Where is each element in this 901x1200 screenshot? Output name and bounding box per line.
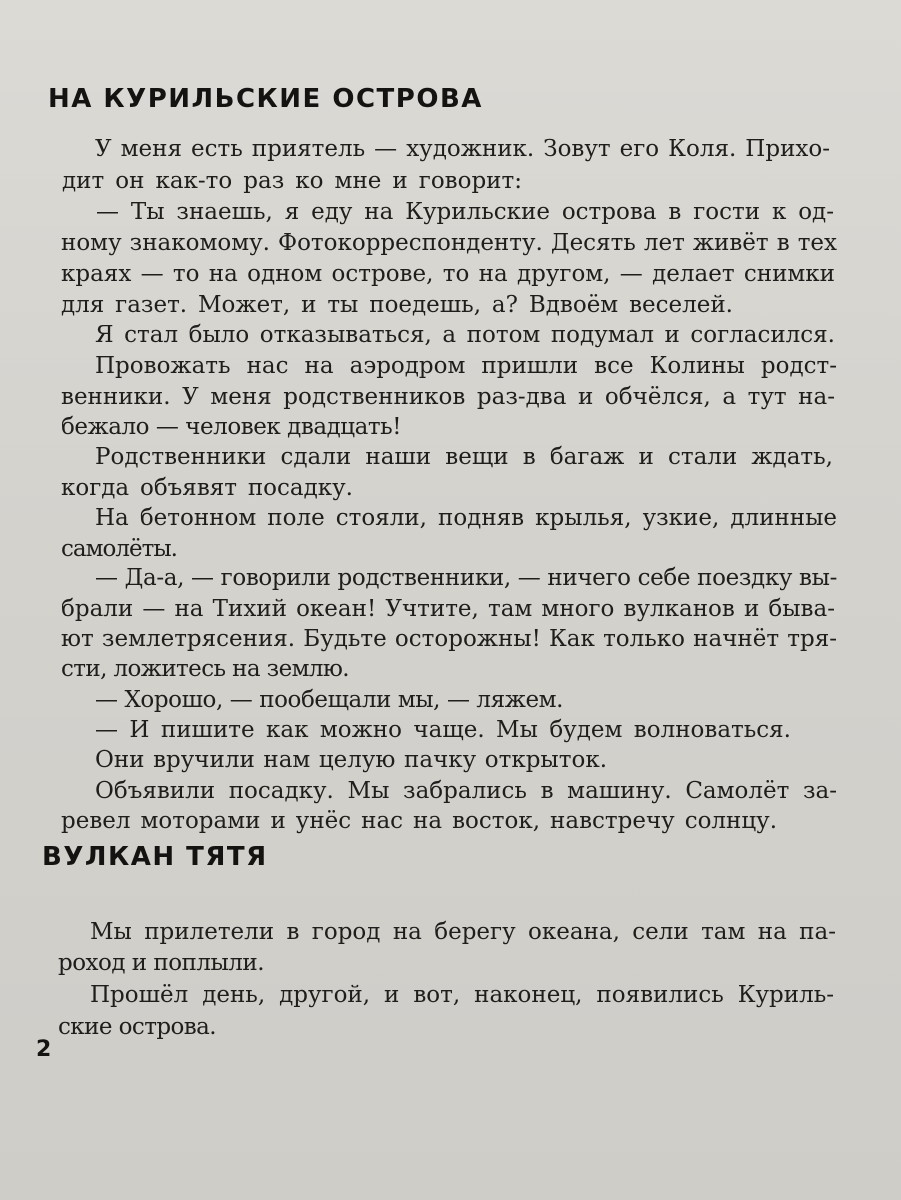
text-line: краях — то на одном острове, то на другом, — делает снимки xyxy=(61,261,835,287)
text-line: — Да-а, — говорили родственники, — ничего себе поездку вы- xyxy=(95,565,837,591)
text-line: когда объявят посадку. xyxy=(61,475,353,501)
text-line: Я стал было отказываться, а потом подумал и согласился. xyxy=(95,322,835,348)
page-number: 2 xyxy=(36,1037,52,1062)
text-line: Мы прилетели в город на берегу океана, сели там на па- xyxy=(90,919,836,945)
section-heading-kuril-islands: НА КУРИЛЬСКИЕ ОСТРОВА xyxy=(48,84,483,114)
text-line: бежало — человек двадцать! xyxy=(61,414,401,440)
text-line: Объявили посадку. Мы забрались в машину. Самолёт за- xyxy=(95,778,837,804)
text-line: ному знакомому. Фотокорреспонденту. Десять лет живёт в тех xyxy=(61,230,837,256)
text-line: брали — на Тихий океан! Учтите, там много вулканов и быва- xyxy=(61,596,835,622)
text-line: — Хорошо, — пообещали мы, — ляжем. xyxy=(95,687,563,713)
text-line: роход и поплыли. xyxy=(58,950,264,976)
text-line: ревел моторами и унёс нас на восток, навстречу солнцу. xyxy=(61,808,777,834)
section-heading-volcano: ВУЛКАН ТЯТЯ xyxy=(42,842,268,872)
text-line: ские острова. xyxy=(58,1014,216,1040)
text-line: Родственники сдали наши вещи в багаж и стали ждать, xyxy=(95,444,833,470)
text-line: дит он как-то раз ко мне и говорит: xyxy=(62,168,522,194)
text-line: Прошёл день, другой, и вот, наконец, появились Куриль- xyxy=(90,982,834,1008)
text-line: — И пишите как можно чаще. Мы будем волноваться. xyxy=(95,717,791,743)
text-line: Провожать нас на аэродром пришли все Колины родст- xyxy=(95,353,837,379)
text-line: венники. У меня родственников раз-два и обчёлся, а тут на- xyxy=(61,384,835,410)
text-line: На бетонном поле стояли, подняв крылья, узкие, длинные xyxy=(95,505,837,531)
text-line: для газет. Может, и ты поедешь, а? Вдвоём веселей. xyxy=(61,292,733,318)
text-line: ют землетрясения. Будьте осторожны! Как только начнёт тря- xyxy=(61,626,837,652)
text-line: самолёты. xyxy=(61,536,177,562)
text-line: — Ты знаешь, я еду на Курильские острова в гости к од- xyxy=(96,199,834,225)
text-line: сти, ложитесь на землю. xyxy=(61,656,349,682)
text-line: У меня есть приятель — художник. Зовут его Коля. Прихо- xyxy=(95,136,830,162)
text-line: Они вручили нам целую пачку открыток. xyxy=(95,747,607,773)
